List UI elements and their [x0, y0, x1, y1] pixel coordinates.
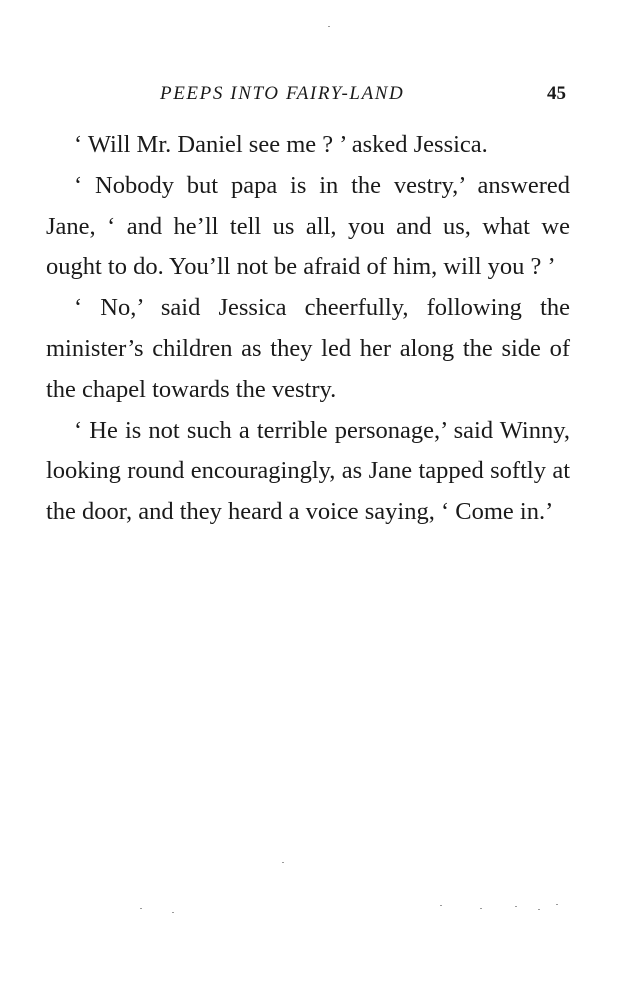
paragraph: ‘ Will Mr. Daniel see me ? ’ asked Jessica. [74, 131, 488, 158]
page-header [46, 80, 570, 108]
speck [538, 909, 540, 910]
speck [515, 906, 517, 907]
speck [556, 904, 558, 905]
paragraph: ‘ He is not such a terrible personage,’ said Winny, looking round encouragingly, as Jane tapped softly at the door, and they heard a voice saying, ‘ Come in.’ [46, 416, 570, 526]
paragraph: ‘ No,’ said Jessica cheerfully, following the minister’s children as they led her along the side of the chapel towards the vestry. [46, 294, 570, 403]
speck [140, 908, 142, 909]
speck [440, 905, 442, 906]
body-text [46, 125, 570, 533]
speck [172, 912, 174, 913]
speck [282, 862, 284, 863]
running-title: PEEPS INTO FAIRY-LAND [160, 83, 405, 104]
page-number: 45 [547, 83, 566, 104]
speck [328, 26, 330, 27]
paragraph: ‘ Nobody but papa is in the vestry,’ answered Jane, ‘ and he’ll tell us all, you and us, what we ought to do. You’ll not be afraid of him, will you ? ’ [46, 171, 570, 281]
speck [480, 908, 482, 909]
